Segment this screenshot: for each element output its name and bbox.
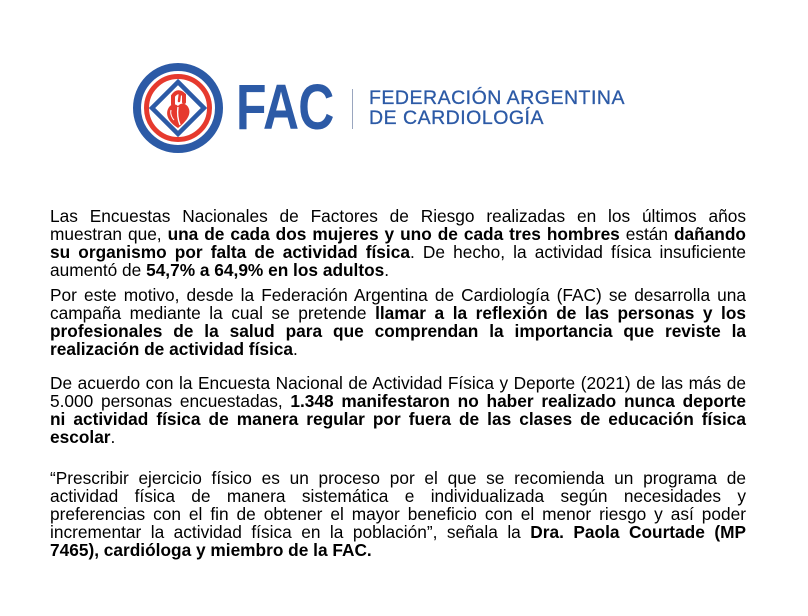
bold-text-run: profesionales de la salud para que comprendan la importancia que reviste la	[50, 320, 746, 341]
bold-text-run: 54,7% a 64,9% en los adultos	[146, 259, 385, 280]
bold-text-run: dañando	[673, 223, 746, 244]
text-run: actividad física de manera sistemática e individualizada según necesidades y	[50, 485, 746, 506]
text-run: De acuerdo con la Encuesta Nacional de Actividad Física y Deporte (2021) de las más de	[50, 373, 746, 393]
paragraph-line	[50, 338, 746, 359]
organization-name	[369, 88, 625, 128]
text-run: 5.000 personas encuestadas,	[50, 390, 291, 411]
campaign-paragraph	[50, 287, 746, 359]
text-run: incrementar la actividad física en la población”, señala la	[50, 521, 531, 542]
quote-paragraph	[50, 470, 746, 560]
bold-text-run: llamar a la reflexión de las personas y los	[375, 302, 746, 323]
bold-text-run: una de cada dos mujeres y uno de cada tres hombres	[167, 223, 620, 244]
bold-text-run: escolar	[50, 426, 111, 447]
bold-text-run: ni actividad física de manera regular por fuera de las clases de educación física	[50, 408, 746, 429]
organization-name-line-2: DE CARDIOLOGÍA	[369, 107, 544, 129]
bold-text-run: 1.348 manifestaron no haber realizado nunca deporte	[290, 390, 746, 411]
text-run: campaña mediante la cual se pretende	[50, 302, 376, 323]
text-run: .	[293, 338, 298, 359]
organization-name-line-1: FEDERACIÓN ARGENTINA	[369, 87, 625, 109]
text-run: aumentó de	[50, 259, 147, 280]
survey-paragraph	[50, 375, 746, 447]
text-run: . De hecho, la actividad física insuficiente	[409, 241, 746, 262]
text-run: “Prescribir ejercicio físico es un proceso por el que se recomienda un programa de	[50, 468, 746, 488]
fac-emblem-logo	[130, 60, 226, 156]
bold-text-run: su organismo por falta de actividad física	[50, 241, 410, 262]
paragraph-line	[50, 539, 746, 560]
bold-text-run: Dra. Paola Courtade (MP	[530, 521, 746, 542]
text-run: están	[619, 223, 674, 244]
text-run: .	[110, 426, 116, 447]
heart-emblem-icon	[130, 60, 226, 156]
text-run: muestran que,	[50, 223, 168, 244]
text-run: .	[384, 259, 390, 280]
paragraph-line	[50, 408, 746, 429]
text-run: Por este motivo, desde la Federación Argentina de Cardiología (FAC) se desarrolla una	[50, 285, 746, 305]
text-run: Las Encuestas Nacionales de Factores de Riesgo realizadas en los últimos años	[50, 206, 746, 226]
logo-divider	[352, 89, 353, 129]
bold-text-run: realización de actividad física	[50, 338, 294, 359]
risk-factors-paragraph	[50, 208, 746, 280]
text-run: preferencias con el fin de obtener el mayor beneficio con el menor riesgo y así poder	[50, 503, 746, 524]
paragraph-line	[50, 426, 746, 447]
bold-text-run: 7465), cardióloga y miembro de la FAC.	[50, 539, 372, 560]
logo-acronym: FAC	[236, 71, 334, 143]
paragraph-line	[50, 259, 746, 280]
